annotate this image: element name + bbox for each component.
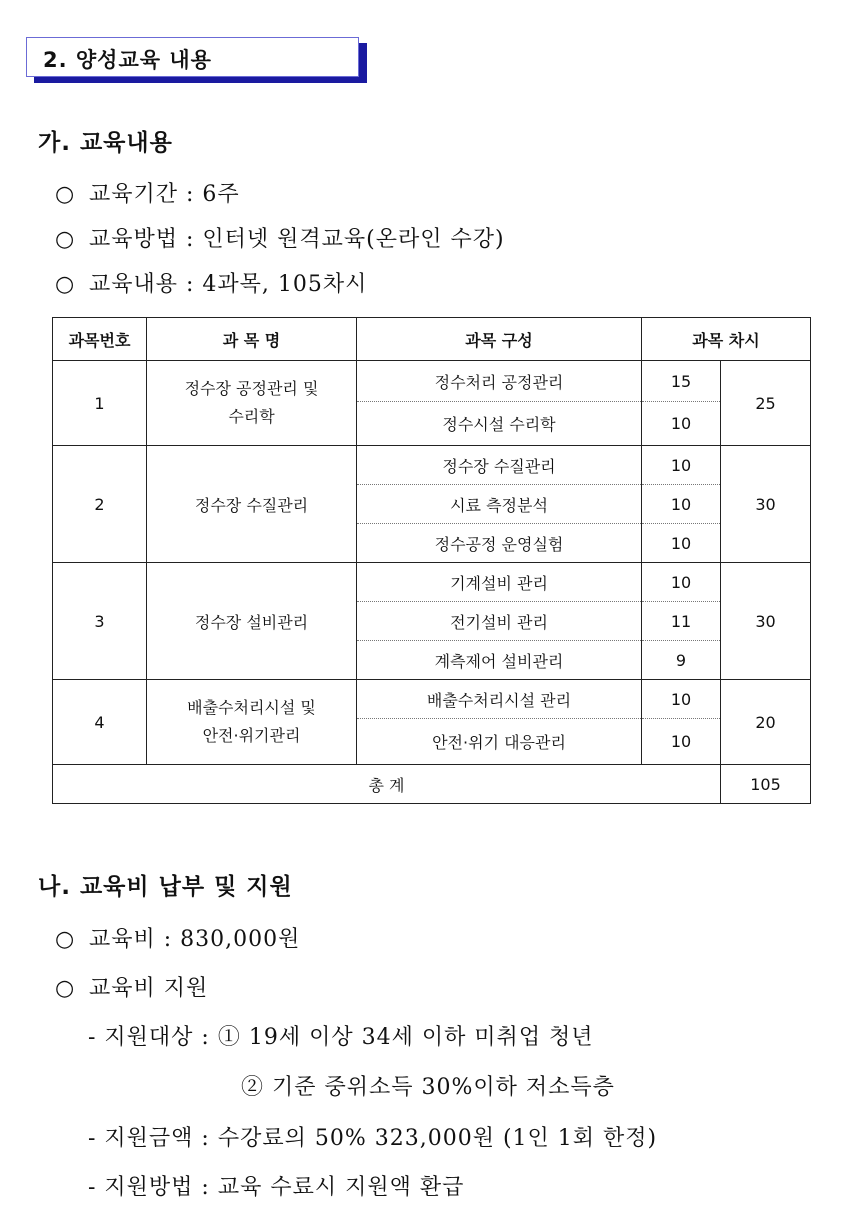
bullet-fee-support [55,971,208,1002]
component-hours: 15 [642,361,721,402]
subject-name-line: 정수장 공정관리 및 [184,379,319,398]
component-hours: 10 [642,719,721,765]
table-row [53,563,811,602]
component-hours: 10 [642,485,721,524]
component-name: 시료 측정분석 [357,485,642,524]
header-hours: 과목 차시 [642,318,811,361]
table-header-row [53,318,811,361]
total-label: 총 계 [53,765,721,804]
component-hours: 10 [642,563,721,602]
bullet-method [55,222,505,253]
section-title-box [26,37,359,77]
header-subject-no: 과목번호 [53,318,147,361]
component-name: 기계설비 관리 [357,563,642,602]
bullet-text: 교육방법 : 인터넷 원격교육(온라인 수강) [89,227,505,252]
component-name: 정수장 수질관리 [357,446,642,485]
component-hours: 10 [642,446,721,485]
subject-name-line: 안전·위기관리 [202,726,301,745]
subject-name-line: 수리학 [228,407,275,426]
subject-total: 30 [721,563,811,680]
component-hours: 10 [642,402,721,446]
table-row [53,680,811,719]
section-title: 2. 양성교육 내용 [43,48,212,72]
header-subject-name: 과 목 명 [147,318,357,361]
support-amount: - 지원금액 : 수강료의 50% 323,000원 (1인 1회 한정) [88,1126,658,1151]
course-table [52,317,811,804]
subject-no: 2 [53,446,147,563]
bullet-text: 교육비 : 830,000원 [89,927,301,952]
subject-no: 3 [53,563,147,680]
bullet-text: 교육기간 : 6주 [89,182,240,207]
support-target-1: ① 19세 이상 34세 이하 미취업 청년 [217,1025,594,1050]
component-name: 안전·위기 대응관리 [357,719,642,765]
table-row [53,361,811,402]
heading-fee-support: 나. 교육비 납부 및 지원 [38,874,293,900]
circle-bullet-icon: ○ [55,927,76,952]
circle-bullet-icon: ○ [55,272,76,297]
subject-name-line: 배출수처리시설 및 [187,698,316,717]
support-target-label: - 지원대상 : [88,1025,218,1050]
component-name: 정수시설 수리학 [357,402,642,446]
subject-name: 정수장 수질관리 [147,446,357,563]
bullet-period [55,177,240,208]
component-hours: 10 [642,524,721,563]
component-name: 계측제어 설비관리 [357,641,642,680]
support-method: - 지원방법 : 교육 수료시 지원액 환급 [88,1175,465,1200]
circle-bullet-icon: ○ [55,227,76,252]
subject-total: 20 [721,680,811,765]
subject-name [147,361,357,446]
subject-no: 4 [53,680,147,765]
component-hours: 11 [642,602,721,641]
component-name: 전기설비 관리 [357,602,642,641]
subject-total: 25 [721,361,811,446]
component-hours: 9 [642,641,721,680]
bullet-content [55,267,367,298]
bullet-fee [55,922,300,953]
total-value: 105 [721,765,811,804]
support-target [88,1020,594,1051]
subject-name [147,680,357,765]
subject-name: 정수장 설비관리 [147,563,357,680]
circle-bullet-icon: ○ [55,182,76,207]
subject-no: 1 [53,361,147,446]
support-target-2: ② 기준 중위소득 30%이하 저소득층 [241,1075,615,1100]
bullet-text: 교육내용 : 4과목, 105차시 [89,272,368,297]
component-name: 정수처리 공정관리 [357,361,642,402]
table-row [53,446,811,485]
component-hours: 10 [642,680,721,719]
subject-total: 30 [721,446,811,563]
total-row [53,765,811,804]
heading-education-content: 가. 교육내용 [38,130,173,156]
circle-bullet-icon: ○ [55,976,76,1001]
bullet-text: 교육비 지원 [89,976,209,1001]
component-name: 정수공정 운영실험 [357,524,642,563]
header-composition: 과목 구성 [357,318,642,361]
component-name: 배출수처리시설 관리 [357,680,642,719]
